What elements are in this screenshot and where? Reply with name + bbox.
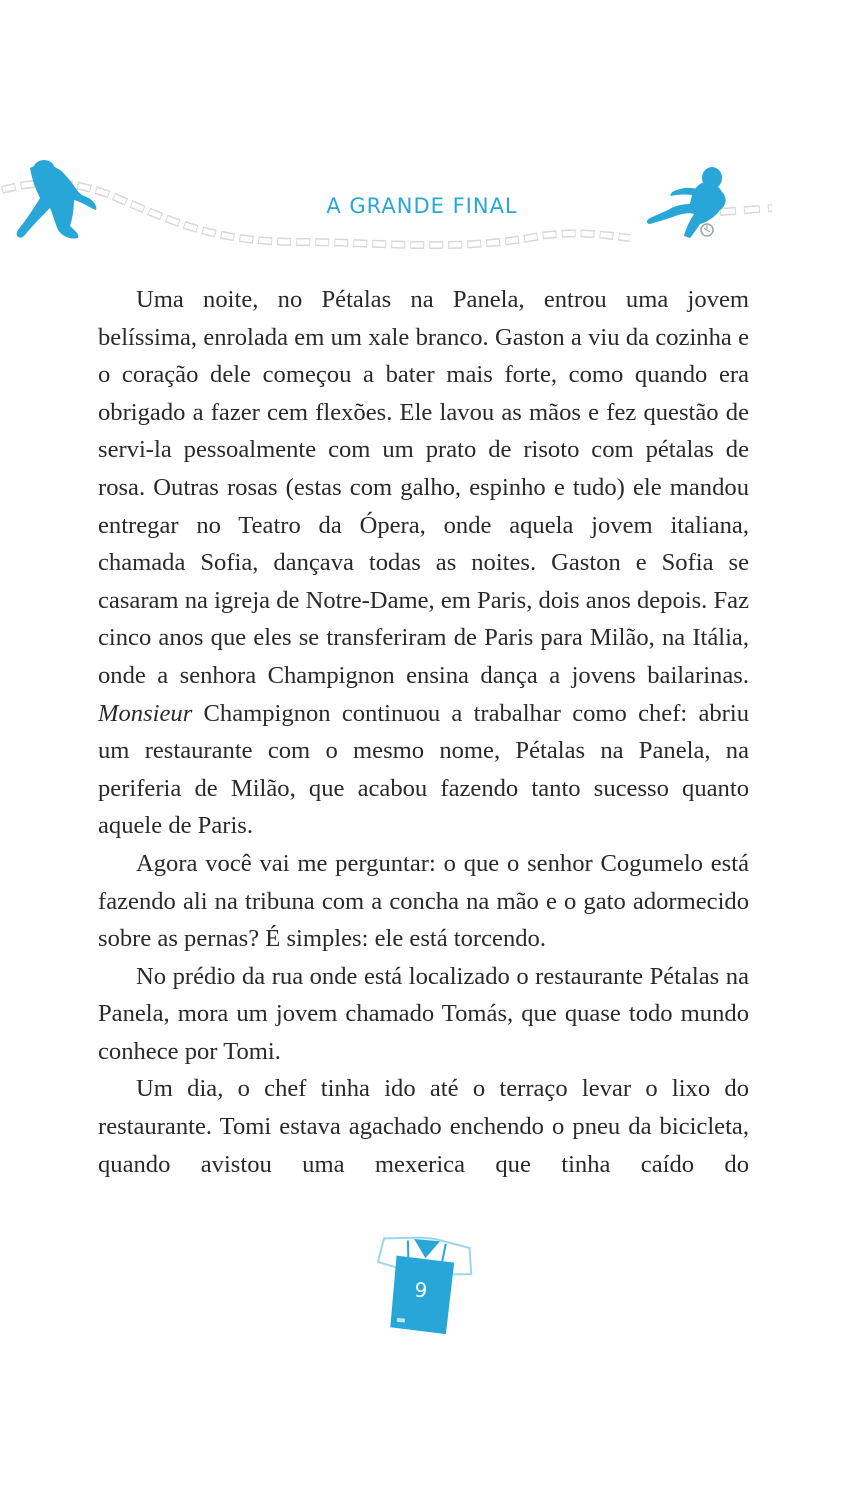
italic-word: Monsieur bbox=[98, 699, 193, 727]
chapter-header bbox=[0, 150, 844, 270]
page-number: 9 bbox=[413, 1277, 429, 1303]
paragraph: Uma noite, no Pétalas na Panela, entrou uma jovem belíssima, enrolada em um xale branco. Gaston a viu da cozinha e o coração dele começou a bater mais forte, como quando era obrigado a fazer cem flexões. Ele lavou as mãos e fez questão de servi-la pessoalmente com um prato de risoto com pétalas de rosa. Outras rosas (estas com galho, espinho e tudo) ele mandou entregar no Teatro da Ópera, onde aquela jovem italiana, chamada Sofia, dançava todas as noites. Gaston e Sofia se casaram na igreja de Notre-Dame, em Paris, dois anos depois. Faz cinco anos que eles se transferiram de Paris para Milão, na Itália, onde a senhora Champignon ensina dança a jovens bailarinas. Monsieur Champignon continuou a trabalhar como chef: abriu um restaurante com o mesmo nome, Pétalas na Panela, na periferia de Milão, que acabou fazendo tanto sucesso quanto aquele de Paris. bbox=[98, 286, 749, 840]
page-body bbox=[98, 281, 749, 1183]
soccer-ball-icon bbox=[701, 224, 713, 236]
paragraph: Agora você vai me perguntar: o que o senhor Cogumelo está fazendo ali na tribuna com a concha na mão e o gato adormecido sobre as pernas? É simples: ele está torcendo. bbox=[98, 849, 749, 953]
page-number-badge bbox=[370, 1236, 476, 1336]
paragraph: Um dia, o chef tinha ido até o terraço levar o lixo do restaurante. Tomi estava agachado enchendo o pneu da bicicleta, quando avistou uma mexerica que tinha caído do bbox=[98, 1075, 749, 1178]
paragraph: No prédio da rua onde está localizado o restaurante Pétalas na Panela, mora um jovem chamado Tomás, que quase todo mundo conhece por Tomi. bbox=[98, 962, 749, 1065]
chapter-title: A GRANDE FINAL bbox=[326, 194, 518, 218]
